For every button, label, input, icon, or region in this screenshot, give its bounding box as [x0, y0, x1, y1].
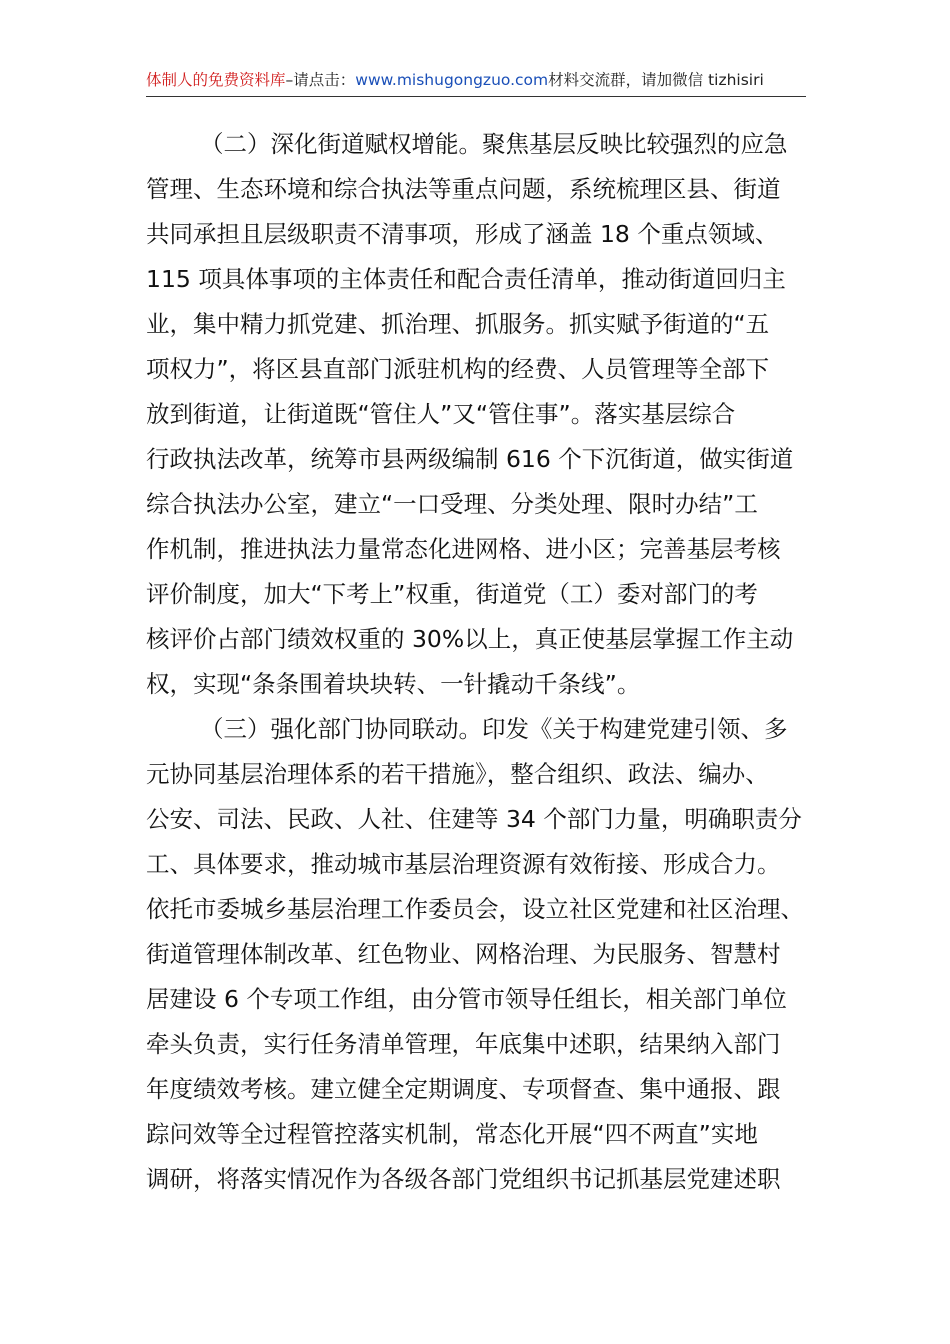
text-line: 踪问效等全过程管控落实机制，常态化开展“四不两直”实地: [146, 1120, 758, 1148]
text-line: 居建设 6 个专项工作组，由分管市领导任组长，相关部门单位: [146, 985, 787, 1013]
text-line: 元协同基层治理体系的若干措施》，整合组织、政法、编办、: [146, 760, 769, 788]
header-prompt: –请点击：: [285, 71, 356, 89]
text-line: 行政执法改革，统筹市县两级编制 616 个下沉街道，做实街道: [146, 445, 794, 473]
text-line: 管理、生态环境和综合执法等重点问题，系统梳理区县、街道: [146, 175, 781, 203]
page-header: [146, 66, 806, 97]
header-link[interactable]: www.mishugongzuo.com: [355, 71, 549, 89]
header-brand: 体制人的免费资料库: [146, 71, 286, 89]
text-line: 放到街道，让街道既“管住人”又“管住事”。落实基层综合: [146, 400, 736, 428]
text-line: 权，实现“条条围着块块转、一针撬动千条线”。: [146, 670, 641, 698]
text-line: 作机制，推进执法力量常态化进网格、进小区；完善基层考核: [146, 535, 781, 563]
paragraph-street-empowerment: [146, 122, 806, 707]
text-line: 评价制度，加大“下考上”权重，街道党（工）委对部门的考: [146, 580, 758, 608]
text-line: 年度绩效考核。建立健全定期调度、专项督查、集中通报、跟: [146, 1075, 781, 1103]
text-line: 115 项具体事项的主体责任和配合责任清单，推动街道回归主: [146, 265, 786, 293]
text-line: 工、具体要求，推动城市基层治理资源有效衔接、形成合力。: [146, 850, 781, 878]
document-body: [146, 122, 806, 1202]
text-line: 公安、司法、民政、人社、住建等 34 个部门力量，明确职责分: [146, 805, 802, 833]
text-line: 依托市委城乡基层治理工作委员会，设立社区党建和社区治理、: [146, 895, 804, 923]
text-line: 综合执法办公室，建立“一口受理、分类处理、限时办结”工: [146, 490, 758, 518]
text-line: （二）深化街道赋权增能。聚焦基层反映比较强烈的应急: [200, 130, 788, 158]
text-line: 共同承担且层级职责不清事项，形成了涵盖 18 个重点领域、: [146, 220, 779, 248]
text-line: 调研，将落实情况作为各级各部门党组织书记抓基层党建述职: [146, 1165, 781, 1193]
header-contact: 材料交流群，请加微信 tizhisiri: [548, 71, 764, 89]
paragraph-department-coordination: [146, 707, 806, 1202]
text-line: 项权力”，将区县直部门派驻机构的经费、人员管理等全部下: [146, 355, 770, 383]
text-line: 核评价占部门绩效权重的 30%以上，真正使基层掌握工作主动: [146, 625, 794, 653]
text-line: 业，集中精力抓党建、抓治理、抓服务。抓实赋予街道的“五: [146, 310, 770, 338]
text-line: 牵头负责，实行任务清单管理，年底集中述职，结果纳入部门: [146, 1030, 781, 1058]
text-line: 街道管理体制改革、红色物业、网格治理、为民服务、智慧村: [146, 940, 781, 968]
text-line: （三）强化部门协同联动。印发《关于构建党建引领、多: [200, 715, 788, 743]
